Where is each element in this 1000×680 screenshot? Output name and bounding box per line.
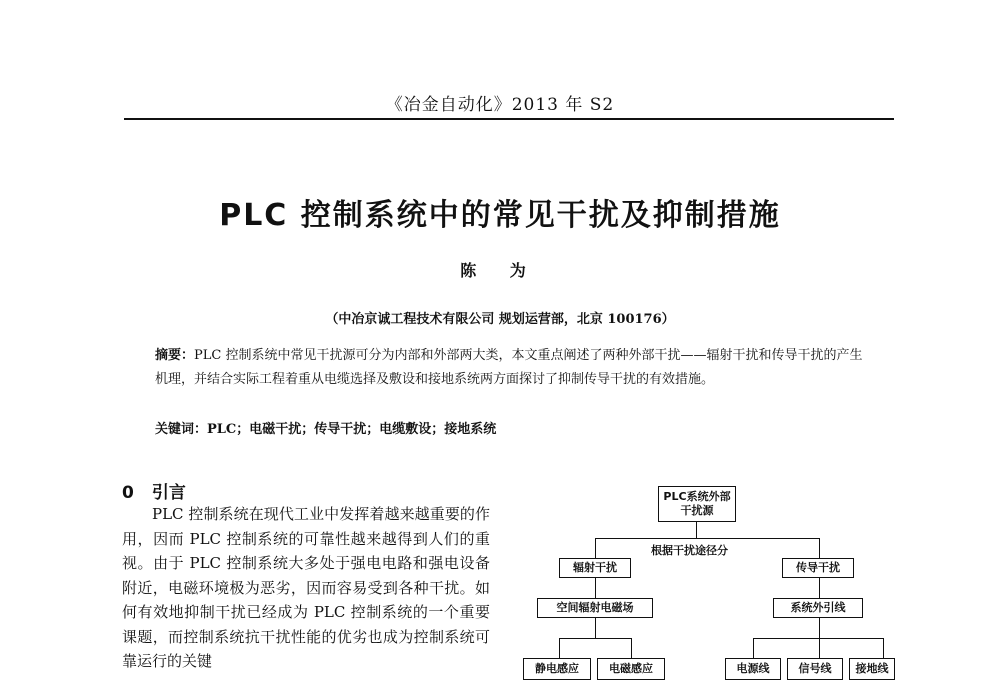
paragraph: PLC 控制系统在现代工业中发挥着越来越重要的作用，因而 PLC 控制系统的可靠性越来越得到人们的重视。由于 PLC 控制系统大多处于强电电路和强电设备附近，电磁环境极为恶劣，因而容易受到各种干扰。如何有效地抑制干扰已经成为 PLC 控制系统的一个重要课题，而控制系统抗干扰性能的优劣也成为控制系统可靠运行的关键 — [122, 505, 490, 670]
connector — [595, 578, 596, 598]
keywords-text: PLC；电磁干扰；传导干扰；电缆敷设；接地系统 — [207, 422, 497, 437]
conducted-interference-node: 传导干扰 — [782, 558, 854, 578]
connector — [559, 638, 631, 639]
connector — [819, 638, 820, 658]
external-lines-node: 系统外引线 — [773, 598, 863, 618]
ground-line-node: 接地线 — [849, 658, 895, 680]
abstract — [155, 344, 865, 392]
connector — [595, 538, 596, 558]
interference-diagram — [515, 480, 895, 680]
connector — [819, 538, 820, 558]
connector — [631, 638, 632, 658]
split-label: 根据干扰途径分 — [651, 544, 728, 557]
abstract-text: PLC 控制系统中常见干扰源可分为内部和外部两大类，本文重点阐述了两种外部干扰——辐射干扰和传导干扰的产生机理，并结合实际工程着重从电缆选择及敷设和接地系统两方面探讨了抑制传导干扰的有效措施。 — [155, 348, 863, 387]
diagram-root: PLC系统外部干扰源 — [658, 486, 736, 522]
space-radiation-node: 空间辐射电磁场 — [537, 598, 653, 618]
connector — [753, 638, 883, 639]
signal-line-node: 信号线 — [787, 658, 843, 680]
connector — [883, 638, 884, 658]
abstract-label: 摘要： — [155, 348, 195, 363]
section-heading — [122, 478, 186, 503]
connector — [595, 618, 596, 638]
header-rule — [124, 118, 894, 120]
connector — [819, 618, 820, 638]
journal-header: 《冶金自动化》2013 年 S2 — [385, 95, 615, 115]
body-text — [122, 502, 490, 674]
connector — [753, 638, 754, 658]
paper-title: PLC 控制系统中的常见干扰及抑制措施 — [219, 198, 781, 233]
section-title: 引言 — [151, 483, 186, 503]
affiliation: （中冶京诚工程技术有限公司 规划运营部，北京 100176） — [325, 312, 675, 327]
electromagnetic-induction-node: 电磁感应 — [597, 658, 665, 680]
connector — [595, 538, 819, 539]
author: 陈 为 — [460, 261, 540, 280]
radiation-interference-node: 辐射干扰 — [559, 558, 631, 578]
connector — [696, 522, 697, 538]
keywords — [155, 418, 865, 437]
connector — [819, 578, 820, 598]
power-line-node: 电源线 — [725, 658, 781, 680]
connector — [559, 638, 560, 658]
keywords-label: 关键词： — [155, 422, 208, 437]
section-number: 0 — [122, 483, 134, 503]
electrostatic-induction-node: 静电感应 — [523, 658, 591, 680]
